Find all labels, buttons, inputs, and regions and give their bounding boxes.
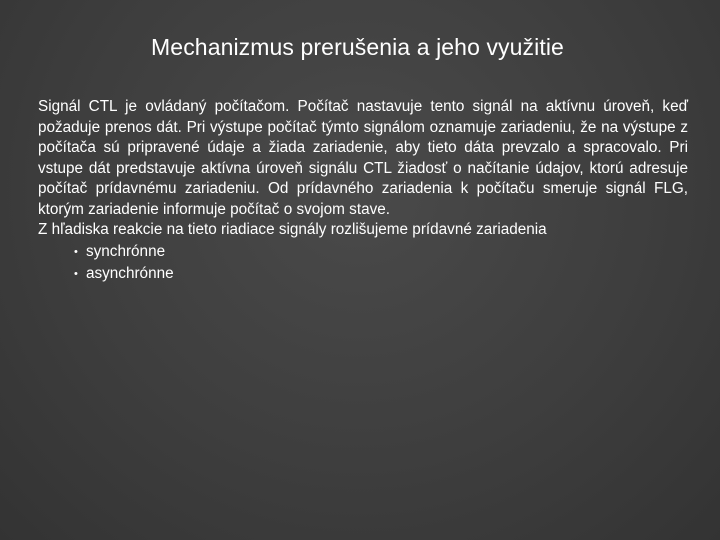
- paragraph-signals: Signál CTL je ovládaný počítačom. Počítač nastavuje tento signál na aktívnu úroveň, keď požaduje prenos dát. Pri výstupe počítač týmto signálom oznamuje zariadeniu, že na výstupe z počítača sú pripravené údaje a žiada zariadenie, aby tieto dáta prevzalo a spracovalo. Pri vstupe dát predstavuje aktívna úroveň signálu CTL žiadosť o načítanie údajov, ktorú adresuje počítač prídavnému zariadeniu. Od prídavného zariadenia k počítaču smeruje signál FLG, ktorým zariadenie informuje počítač o svojom stave.: [38, 98, 688, 218]
- bullet-text: asynchrónne: [86, 264, 174, 282]
- list-item: [74, 241, 688, 263]
- slide-title: Mechanizmus prerušenia a jeho využitie: [151, 34, 564, 60]
- bullet-list: [38, 241, 688, 285]
- bullet-icon: •: [74, 267, 78, 280]
- bullet-text: synchrónne: [86, 242, 166, 260]
- slide-body: [38, 97, 688, 285]
- bullet-icon: •: [74, 245, 78, 258]
- paragraph-classification: Z hľadiska reakcie na tieto riadiace signály rozlišujeme prídavné zariadenia: [38, 221, 547, 238]
- list-item: [74, 263, 688, 285]
